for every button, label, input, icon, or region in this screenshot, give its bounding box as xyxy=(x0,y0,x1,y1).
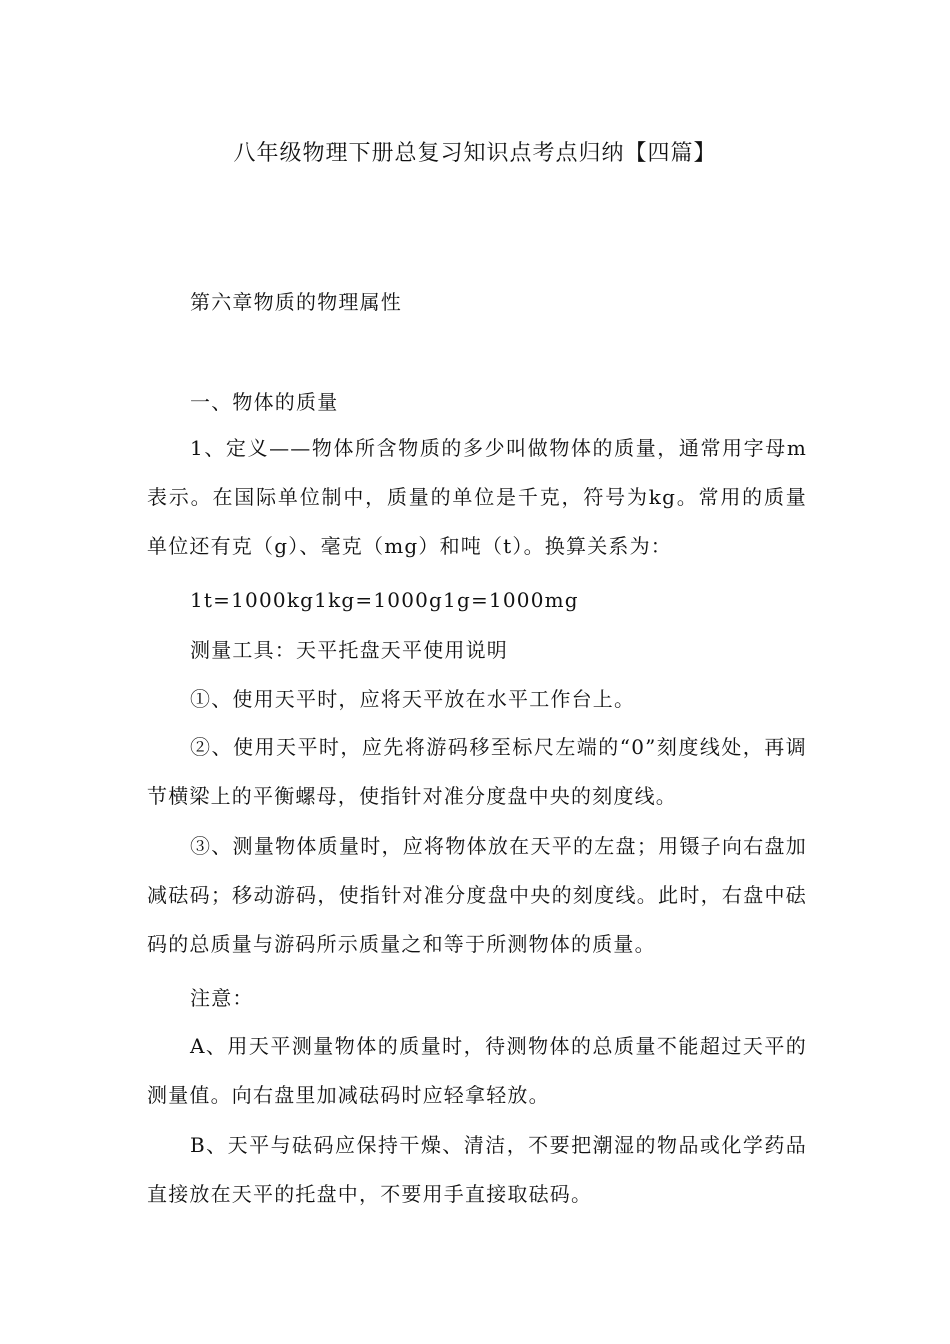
paragraph-tool: 测量工具：天平托盘天平使用说明 xyxy=(190,638,508,662)
note-label: 注意： xyxy=(190,986,254,1010)
paragraph-step1: ①、使用天平时，应将天平放在水平工作台上。 xyxy=(190,687,636,711)
paragraph-step2: ②、使用天平时，应先将游码移至标尺左端的“0”刻度线处，再调节横梁上的平衡螺母，使指针对准分度盘中央的刻度线。 xyxy=(147,735,807,808)
paragraph-conversion: 1t=1000kg1kg=1000g1g=1000mg xyxy=(190,588,579,612)
paragraph-definition: 1、定义——物体所含物质的多少叫做物体的质量，通常用字母m表示。在国际单位制中，质量的单位是千克，符号为kg。常用的质量单位还有克（g）、毫克（mg）和吨（t）。换算关系为： xyxy=(147,436,807,558)
paragraph-note-b: B、天平与砝码应保持干燥、清洁，不要把潮湿的物品或化学药品直接放在天平的托盘中，不要用手直接取砝码。 xyxy=(147,1133,807,1206)
section-heading: 一、物体的质量 xyxy=(190,390,339,414)
chapter-heading: 第六章物质的物理属性 xyxy=(190,290,402,314)
paragraph-step3: ③、测量物体质量时，应将物体放在天平的左盘；用镊子向右盘加减砝码；移动游码，使指针对准分度盘中央的刻度线。此时，右盘中砝码的总质量与游码所示质量之和等于所测物体的质量。 xyxy=(147,834,807,956)
paragraph-note-a: A、用天平测量物体的质量时，待测物体的总质量不能超过天平的测量值。向右盘里加减砝码时应轻拿轻放。 xyxy=(147,1034,807,1107)
document-title: 八年级物理下册总复习知识点考点归纳【四篇】 xyxy=(233,141,717,166)
